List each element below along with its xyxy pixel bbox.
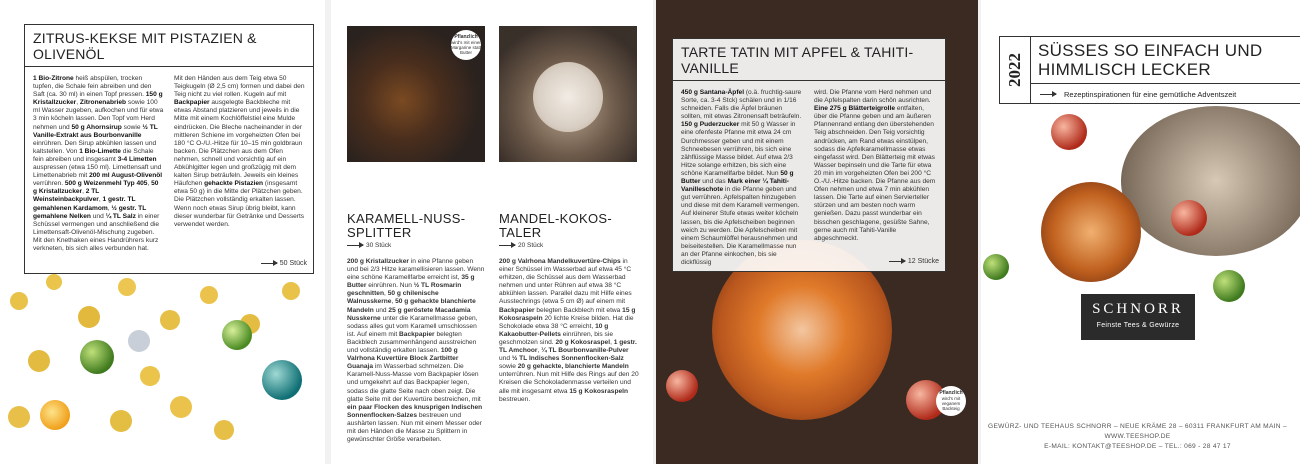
instruction-text: in die Pfanne geben und gut verrühren. Apfelspalten hinzugeben und diese mit dem Karamell vermengen. Auf kleinerer Stufe etwas weiter köcheln lassen, bis die Apfelscheiben beginnen weich zu werden. Die Apfelscheiben mit einem Schaumlöffel herausnehmen und beiseitestellen. Die Karamellmasse nun an der Pfanne einkochen, bis sie dickflüssig [681, 186, 800, 266]
badge-text: wird's mit veganem Backteig [941, 396, 961, 411]
recipe-title-taler: MANDEL-KOKOS-TALER [499, 211, 612, 240]
ingredient-text: Backpapier [174, 99, 210, 107]
year-text: 2022 [1005, 53, 1024, 87]
instruction-text: sowie [499, 363, 518, 371]
apple-image [1051, 114, 1087, 150]
instruction-text: (o.ä. fruchtig-saure Sorte, ca. 3-4 Stck) schälen und in 1/16 schneiden. Falls die Äpfel bräunen sollten, mit etwas Zitronensaft beträufeln. [681, 89, 802, 121]
ingredient-text: 10 g Kakaobutter-Pellets [499, 322, 609, 338]
instruction-text: und [373, 306, 389, 314]
ingredient-text: 2 TL Weinsteinbackpulver [33, 188, 100, 204]
ingredient-text: Backpapier [399, 330, 435, 338]
instruction-text: die Schale fein abreiben und insgesamt [33, 147, 154, 163]
year-label [1000, 37, 1031, 103]
recipe-yield [889, 258, 939, 265]
ingredient-text: 3-4 Limetten [117, 155, 157, 163]
lemon-slice-image [40, 400, 70, 430]
headline-line-1: SÜSSES SO EINFACH UND [1038, 41, 1263, 60]
cookie-tray-image [1121, 106, 1300, 256]
ingredient-text: Zitronenabrieb [79, 99, 127, 107]
recipe-text-taler [499, 258, 639, 404]
ingredient-text: ¼ TL Salz [105, 212, 136, 220]
recipe-text-col2 [814, 89, 937, 267]
instruction-text: 20 lichte Kreise bilden. Hat die Schokolade etwa 38 °C erreicht, [499, 314, 634, 330]
ingredient-text: 35 g Butter [347, 274, 475, 290]
ingredient-text: 50 g Butter [681, 169, 794, 186]
ingredient-text: 20 g gehackte, blanchierte Mandeln [517, 363, 629, 371]
photo-caramel-nut-brittle [347, 26, 485, 162]
instruction-text: , [147, 180, 152, 188]
cookie-image [28, 350, 50, 372]
bauble-image [1213, 270, 1245, 302]
bauble-image [983, 254, 1009, 280]
instruction-text: und [90, 212, 106, 220]
recipe-title-brittle: KARAMELL-NUSS-SPLITTER [347, 211, 466, 240]
instruction-text: Mit den Händen aus dem Teig etwa 50 Teigkugeln (Ø 2,5 cm) formen und dabei den Teig nicht zu viel rollen. Kugeln auf mit [174, 75, 305, 99]
instruction-text: im Wasserbad schmelzen. Die Karamell-Nuss-Masse vom Backpapier lösen und umgekehrt auf das Backpapier legen, sodass die glatte Seite nach oben zeigt. Die glatte Seite mit der Kuvertüre bestreichen, mit [347, 363, 481, 403]
instruction-text: unterrühren. Nun mit Hilfe des Rings auf den 20 Kreisen die Schokoladenmasse verteilen und alle mit insgesamt etwa [499, 371, 639, 395]
recipe-text-col2 [174, 75, 305, 253]
instruction-text: in eine Pfanne geben und bei 2/3 Hitze karamellisieren lassen. Wenn eine schöne Karamellfarbe erreicht ist, [347, 258, 485, 282]
yield-text: 20 Stück [518, 242, 544, 249]
instruction-text: heiß abspülen, trocken tupfen, die Schale fein abreiben und den Saft (ca. 30 ml) in einen Topf pressen. [33, 75, 152, 99]
footer-address [981, 422, 1294, 452]
cookie-image [282, 282, 300, 300]
instruction-text: verrühren. [33, 180, 65, 188]
ingredient-text: 50 g Kristallzucker [33, 180, 159, 196]
panel-cover [981, 0, 1300, 464]
apple-image [1171, 200, 1207, 236]
arrow-icon [889, 261, 905, 262]
bauble-image [80, 340, 114, 374]
ingredient-text: 450 g Santana-Äpfel [681, 89, 745, 96]
instruction-text: einrühren. Den Sirup abkühlen lassen und kaltstellen. Von [33, 139, 157, 155]
ingredient-text: gehackte Pistazien [204, 180, 264, 188]
instruction-text: , [98, 196, 103, 204]
cover-title-box [999, 36, 1300, 104]
ingredient-text: 1 gestr. TL gemahlenen Kardamom [33, 196, 136, 212]
yield-text: 50 Stück [279, 260, 307, 267]
instruction-text: , [82, 188, 86, 196]
recipe-box-citrus [24, 24, 314, 274]
yield-text: 12 Stücke [907, 258, 939, 265]
instruction-text: , [384, 290, 388, 298]
ingredient-text: Mark einer ¼ Tahiti-Vanilleschote [681, 178, 789, 194]
ingredient-text: 150 g Puderzucker [681, 121, 740, 129]
ingredient-text: ½ gestr. TL gemahlene Nelken [33, 204, 147, 220]
recipe-text-col1 [33, 75, 164, 253]
footer-line-1: GEWÜRZ- UND TEEHAUS SCHNORR – NEUE KRÄME 28 – 60311 FRANKFURT AM MAIN – WWW.TEESHOP.DE [988, 423, 1287, 440]
recipe-title: TARTE TATIN MIT APFEL & TAHITI-VANILLE [673, 39, 945, 81]
ingredient-text: 200 ml August-Olivenöl [89, 172, 163, 180]
ingredient-text: 100 g Valrhona Kuvertüre Block Zartbitter Guanaja [347, 347, 459, 371]
ingredient-text: ½ TL Rosmarin geschnitten [347, 282, 462, 298]
ingredient-text: 15 g Kokosraspeln [569, 387, 629, 395]
plate-image [533, 62, 603, 132]
photo-almond-coconut-cookies [499, 26, 637, 162]
instruction-text: bestreuen. [499, 395, 531, 403]
badge-title: Pflanzlich [454, 34, 478, 40]
ingredient-text: 200 g Valrhona Mandelkuvertüre-Chips [499, 258, 621, 265]
bauble-image [222, 320, 252, 350]
panel-nut-and-coconut [331, 0, 653, 464]
instruction-text: , [76, 99, 80, 107]
ingredient-text: 50 g chilenische Walnusskerne [347, 290, 439, 306]
ingredient-text: 50 g Ahornsirup [71, 123, 122, 131]
star-ornament-image [128, 330, 150, 352]
tarte-image [1041, 182, 1141, 282]
recipe-text-col1 [681, 89, 804, 267]
ingredient-text: 150 g Kristallzucker [33, 91, 163, 107]
instruction-text: und [499, 355, 512, 363]
instruction-text: , [107, 204, 112, 212]
yield-text: 30 Stück [366, 242, 392, 249]
cookie-image [214, 420, 234, 440]
instruction-text: belegten Backblech mit etwa [534, 306, 623, 314]
arrow-icon [347, 245, 363, 246]
cover-tagline [1030, 83, 1300, 104]
ingredient-text: ein paar Flocken des knusprigen Indischen Sonnenflocken-Salzes [347, 403, 483, 419]
cookie-image [8, 406, 30, 428]
arrow-icon [261, 263, 277, 264]
recipe-text-brittle [347, 258, 485, 444]
vegan-badge [451, 30, 481, 60]
ingredient-text: 15 g Kokosraspeln [499, 306, 636, 322]
instruction-text: einrühren. Nun [366, 282, 414, 290]
instruction-text: in einer Schüssel im Wasserbad auf etwa 45 °C erhitzen, die Schüssel aus dem Wasserbad nehmen und unter Rühren auf etwa 38 °C abkühlen lassen. Parallel dazu mit Hilfe eines Ausstechrings (etwa 5 cm Ø) auf einem mit [499, 258, 632, 306]
cookie-decoration [0, 270, 325, 464]
instruction-text: und das [700, 178, 728, 186]
ingredient-text: ¼ TL Bourbonvanille-Pulver [541, 347, 629, 355]
instruction-text: unter die Karamellmasse geben, sodass alles gut vom Karamell umschlossen ist. Auf einem mit [347, 314, 478, 338]
panel-citrus-cookies [0, 0, 325, 464]
instruction-text: auspressen (etwa 150 ml). Limettensaft und Limettenabrieb mit [33, 164, 162, 180]
cookie-image [160, 310, 180, 330]
instruction-text: belegten Backblech zusammenhängend ausstreichen und vollständig erkalten lassen. [347, 330, 477, 355]
cover-photo [981, 104, 1300, 312]
instruction-text: mit 50 g Wasser in eine ofenfeste Pfanne mit etwa 24 cm Durchmesser geben und mit einem Schneebesen verrühren, bis sich eine zähflüssige Masse bildet. Auf etwa 2/3 Hitze solange erhitzen, bis sich eine schöne Karamellfarbe bildet. Nun [681, 121, 796, 177]
recipe-title: ZITRUS-KEKSE MIT PISTAZIEN & OLIVENÖL [25, 25, 313, 67]
schnorr-logo [1081, 294, 1195, 340]
recipe-yield-brittle [347, 242, 391, 249]
ingredient-text: 20 g Kokosraspel [555, 338, 611, 346]
ingredient-text: 1 gestr. TL Amchoor [499, 338, 637, 355]
footer-line-2: E-MAIL: KONTAKT@TEESHOP.DE – TEL.: 069 - 28 47 17 [1044, 443, 1231, 450]
recipe-yield [261, 260, 307, 267]
cookie-image [118, 278, 136, 296]
cookie-image [46, 274, 62, 290]
instruction-text: einrühren, bis sie geschmolzen sind. [499, 330, 613, 346]
tagline-text: Rezeptinspirationen für eine gemütliche Adventszeit [1064, 89, 1237, 99]
cookie-image [10, 292, 28, 310]
ingredient-text: 25 g geröstete Macadamia Nusskerne [347, 306, 471, 322]
logo-subtitle: Feinste Tees & Gewürze [1096, 322, 1180, 329]
cookie-image [78, 306, 100, 328]
ingredient-text: 50 g gehackte blanchierte Mandeln [347, 298, 476, 314]
ingredient-text: ½ TL Vanille-Extrakt aus Bourbonvanille [33, 123, 158, 139]
instruction-text: , [537, 347, 542, 355]
recipe-yield-taler [499, 242, 543, 249]
cookie-image [110, 410, 132, 432]
instruction-text: sowie [121, 123, 143, 131]
recipe-box-tarte [672, 38, 946, 272]
ingredient-text: Eine 275 g Blätterteigrolle [814, 105, 895, 113]
instruction-text: bestreuen und aushärten lassen. Nun mit einem Messer oder mit den Händen die Masse zu Splittern in gewünschter Größe verarbeiten. [347, 411, 482, 444]
ingredient-text: 1 Bio-Zitrone [33, 75, 74, 82]
apple-image [666, 370, 698, 402]
instruction-text: (insgesamt etwa 50 g) in die Mitte der Plätzchen geben. Die Plätzchen vollständig erkalten lassen. Wenn noch etwas Sirup übrig bleibt, kann dieser wunderbar für Getränke und Desserts verwendet werden. [174, 180, 305, 228]
bauble-image [262, 360, 302, 400]
instruction-text: entfalten, über die Pfanne geben und am äußeren Pfannenrand entlang den überstehenden Teig abschneiden. Den Teig vorsichtig andrücken, am Rand etwas einstülpen, sodass die Apfelkaramellmasse etwas eingefasst wird. Den Blätterteig mit etwas Wasser bepinseln und die Tarte für etwa 20 min im vorgeheizten Ofen bei 200 °C O.-/U.-Hitze backen. Die Pfanne aus dem Ofen nehmen und etwa 7 min abkühlen lassen. Die Tarte auf einen Servierteller stürzen und am besten noch warm genießen. Dazu passt wunderbar ein bisschen geschlagene, gesüßte Sahne, gerne auch mit Tahiti-Vanille abgeschmeckt. [814, 105, 936, 242]
badge-title: Pflanzlich [939, 390, 963, 396]
ingredient-text: 1 Bio-Limette [79, 147, 121, 155]
instruction-text: , [391, 298, 396, 306]
instruction-text: , [610, 338, 614, 346]
ingredient-text: Backpapier [499, 306, 535, 314]
ingredient-text: 200 g Kristallzucker [347, 258, 409, 265]
vegan-badge [936, 386, 966, 416]
instruction-text: in einer Schüssel vermengen und anschließend die Limettensaft-Olivenöl-Mischung zugeben. Mit den Knethaken eines Handrührers kurz verkneten, bis sich alles verbunden hat. [33, 212, 160, 252]
instruction-text: wird. Die Pfanne vom Herd nehmen und die Apfelspalten darin schön ausrichten. [814, 89, 932, 105]
cookie-image [170, 396, 192, 418]
ingredient-text: ½ TL Indisches Sonnenflocken-Salz [511, 355, 624, 363]
instruction-text: ausgelegte Backbleche mit etwas Abstand platzieren und jeweils in die Mitte mit einem Kochlöffelstiel eine Mulde eindrücken. Die Bleche nacheinander in der mittleren Schiene im vorgeheizten Ofen bei 180 °C O-/U.-Hitze für 10–15 min goldbraun backen. Die Plätzchen aus dem Ofen nehmen, schnell und vorsichtig auf ein Abkühlgitter legen und großzügig mit dem kalten Sirup beträufeln. Jeweils ein kleines Häufchen [174, 99, 303, 188]
logo-name: SCHNORR [1092, 301, 1184, 317]
panel-tarte-tatin [656, 0, 978, 464]
cookie-image [140, 366, 160, 386]
arrow-icon [1040, 94, 1056, 95]
cover-headline [1038, 41, 1263, 79]
badge-text: wird's mit einer Margarine statt Butter [451, 40, 482, 55]
arrow-icon [499, 245, 515, 246]
cookie-image [200, 286, 218, 304]
instruction-text: sowie 100 ml Wasser zugeben, aufkochen und für etwa 3 min köcheln lassen. Den Topf vom Herd nehmen und [33, 99, 164, 131]
ingredient-text: 500 g Weizenmehl Typ 405 [64, 180, 148, 188]
headline-line-2: HIMMLISCH LECKER [1038, 60, 1211, 79]
